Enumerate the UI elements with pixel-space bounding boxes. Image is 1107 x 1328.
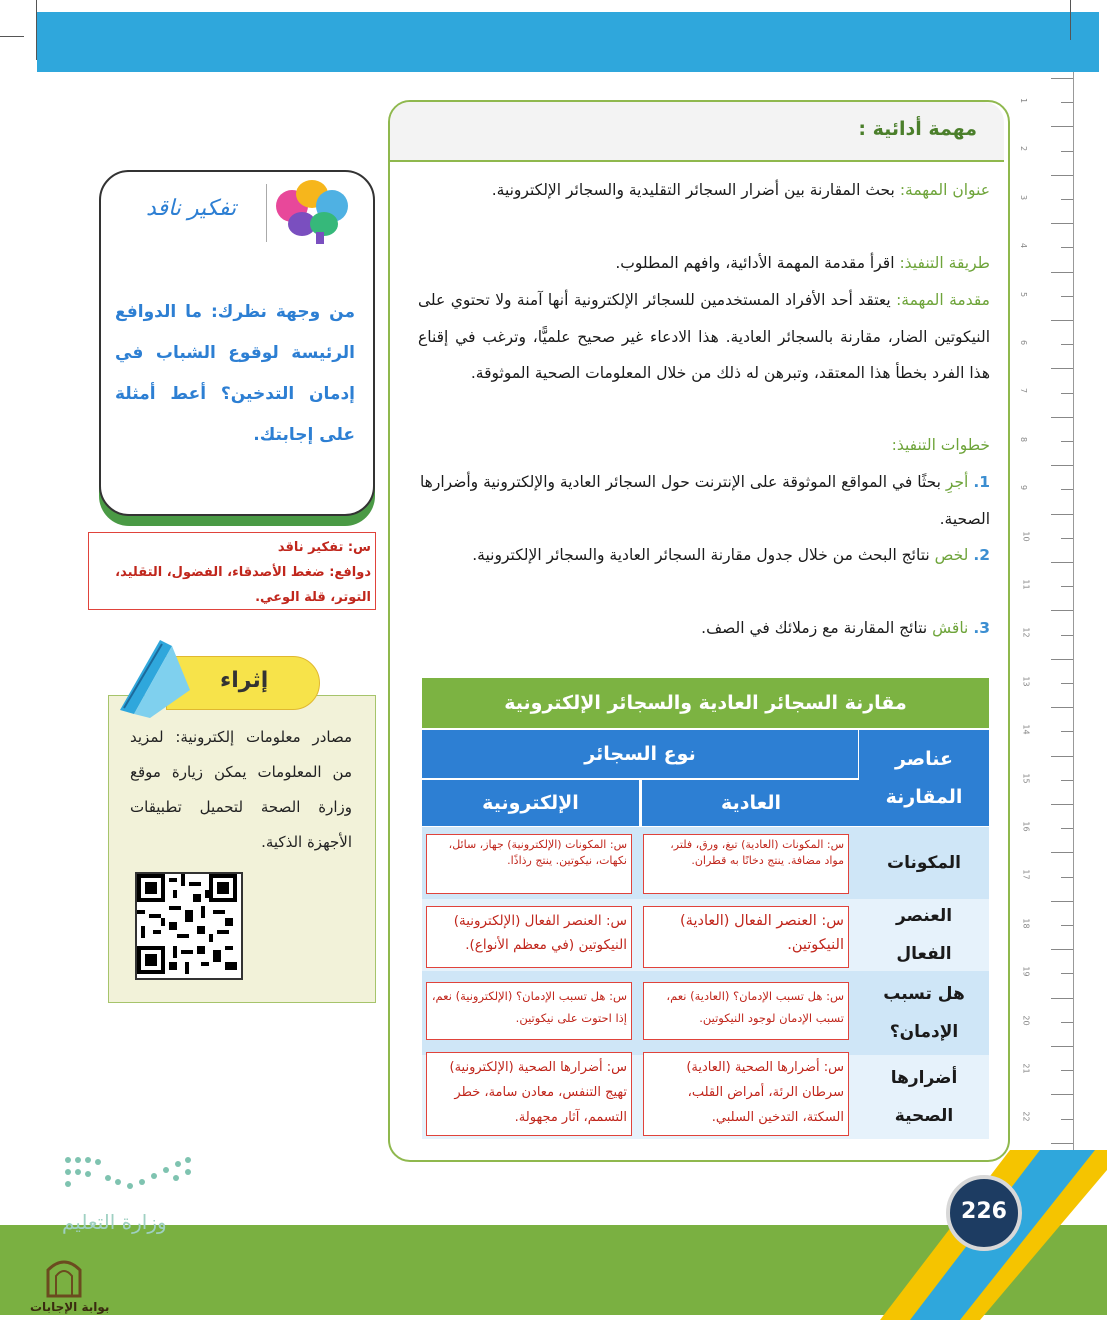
ruler-number: 22 xyxy=(1021,1111,1031,1122)
ruler-tick xyxy=(1061,973,1073,974)
answer-regular-active: س: العنصر الفعال (العادية) النيكوتين. xyxy=(643,906,849,968)
step-text: نتائج البحث من خلال جدول مقارنة السجائر العادية والسجائر الإلكترونية. xyxy=(472,546,930,564)
ruler-tick xyxy=(1051,465,1073,466)
ruler-number: 13 xyxy=(1021,676,1031,687)
ruler-tick xyxy=(1051,707,1073,708)
book-icon xyxy=(110,630,200,720)
task-title-label: عنوان المهمة: xyxy=(899,181,990,199)
ruler-tick xyxy=(1061,586,1073,587)
task-title-paragraph xyxy=(418,172,990,209)
task-intro-text: يعتقد أحد الأفراد المستخدمين للسجائر الإلكترونية أنها آمنة ولا تحتوي على النيكوتين الضار، مقارنة بالسجائر العادية. هذا الادعاء غير صحيح علميًّا، وترغب في إقناع هذا الفرد بخطأ هذا المعتقد، وتبرهن له ذلك من خلال المعلومات الصحية الموثوقة. xyxy=(418,291,990,382)
task-method-paragraph xyxy=(418,245,990,282)
ruler-number: 14 xyxy=(1021,724,1031,735)
ruler-tick xyxy=(1051,126,1073,127)
ruler-tick xyxy=(1061,296,1073,297)
task-header: مهمة أدائية : xyxy=(858,118,977,140)
ruler-tick xyxy=(1051,1094,1073,1095)
task-steps-heading xyxy=(418,427,990,464)
task-step xyxy=(418,464,990,537)
crop-mark xyxy=(1070,0,1071,40)
answer-line: التوتر، قلة الوعي. xyxy=(255,590,371,605)
ruler-number: 9 xyxy=(1019,485,1029,491)
divider xyxy=(266,184,267,242)
answer-electronic-addiction: س: هل تسبب الإدمان؟ (الإلكترونية) نعم، إذا احتوت على نيكوتين. xyxy=(426,982,632,1040)
answer-regular-addiction: س: هل تسبب الإدمان؟ (العادية) نعم، تسبب الإدمان لوجود النيكوتين. xyxy=(643,982,849,1040)
ruler-number: 11 xyxy=(1021,579,1031,590)
step-text: نتائج المقارنة مع زملائك في الصف. xyxy=(701,619,928,637)
ruler-tick xyxy=(1051,1143,1073,1144)
task-intro-label: مقدمة المهمة: xyxy=(896,291,990,309)
ruler-tick xyxy=(1051,852,1073,853)
ruler-number: 2 xyxy=(1019,146,1029,152)
side-ruler xyxy=(1017,72,1107,1182)
qr-code-icon[interactable] xyxy=(135,872,243,980)
step-verb: ناقش xyxy=(932,619,969,637)
ruler-tick xyxy=(1051,417,1073,418)
ruler-tick xyxy=(1051,272,1073,273)
ruler-tick xyxy=(1051,368,1073,369)
ruler-tick xyxy=(1051,223,1073,224)
critical-thinking-title: تفكير ناقد xyxy=(146,196,237,221)
ruler-tick xyxy=(1061,635,1073,636)
ruler-tick xyxy=(1051,659,1073,660)
ruler-number: 19 xyxy=(1021,966,1031,977)
ruler-number: 17 xyxy=(1021,869,1031,880)
ruler-tick xyxy=(1051,562,1073,563)
step-number: 2. xyxy=(973,546,990,564)
ruler-tick xyxy=(1051,610,1073,611)
ruler-tick xyxy=(1061,489,1073,490)
step-number: 3. xyxy=(973,619,990,637)
ruler-tick xyxy=(1061,683,1073,684)
ruler-tick xyxy=(1061,731,1073,732)
step-verb: لخص xyxy=(934,546,969,564)
ruler-tick xyxy=(1061,780,1073,781)
ruler-number: 3 xyxy=(1019,194,1029,200)
ruler-number: 5 xyxy=(1019,291,1029,297)
ruler-number: 12 xyxy=(1021,627,1031,638)
crop-mark xyxy=(36,0,37,60)
ruler-tick xyxy=(1051,1046,1073,1047)
ruler-tick xyxy=(1061,102,1073,103)
brain-icon xyxy=(272,176,352,246)
ruler-number: 15 xyxy=(1021,773,1031,784)
answer-line: س: تفكير ناقد xyxy=(277,540,371,555)
page-number: 226 xyxy=(946,1175,1022,1251)
ruler-tick xyxy=(1051,514,1073,515)
critical-thinking-question: من وجهة نظرك: ما الدوافع الرئيسة لوقوع الشباب في إدمان التدخين؟ أعط أمثلة على إجابتك. xyxy=(115,302,355,445)
task-step xyxy=(418,610,990,647)
ruler-number: 4 xyxy=(1019,243,1029,249)
step-verb: أجرِ xyxy=(945,473,969,491)
row-label-addiction: هل تسبب الإدمان؟ xyxy=(883,984,965,1042)
ruler-number: 8 xyxy=(1019,436,1029,442)
ruler-tick xyxy=(1051,320,1073,321)
row-label-active: العنصر الفعال xyxy=(895,906,953,964)
answer-electronic-harm: س: أضرارها الصحية (الإلكترونية) تهيج التنفس، معادن سامة، خطر التسمم، آثار مجهولة. xyxy=(426,1052,632,1136)
ruler-tick xyxy=(1061,199,1073,200)
ruler-tick xyxy=(1061,1070,1073,1071)
task-method-label: طريقة التنفيذ: xyxy=(899,254,990,272)
step-text: بحثًا في المواقع الموثوقة على الإنترنت حول السجائر العادية والإلكترونية وأضرارها الصحية. xyxy=(419,473,990,528)
ruler-number: 7 xyxy=(1019,388,1029,394)
ruler-tick xyxy=(1061,344,1073,345)
task-method-text: اقرأ مقدمة المهمة الأدائية، وافهم المطلوب. xyxy=(615,254,895,272)
ruler-tick xyxy=(1061,151,1073,152)
elements-header: عناصر المقارنة xyxy=(859,730,989,826)
type-header: نوع السجائر xyxy=(422,730,858,780)
watermark-text: بوابة الإجابات xyxy=(30,1300,110,1314)
ruler-tick xyxy=(1061,247,1073,248)
task-step xyxy=(418,537,990,574)
ruler-tick xyxy=(1051,756,1073,757)
ruler-tick xyxy=(1061,1119,1073,1120)
answer-line: دوافع: ضغط الأصدقاء، الفضول، التقليد، xyxy=(115,565,371,580)
critical-thinking-answer xyxy=(88,532,376,610)
task-title-text: بحث المقارنة بين أضرار السجائر التقليدية والسجائر الإلكترونية. xyxy=(491,181,895,199)
ruler-tick xyxy=(1061,441,1073,442)
row-label-harm: أضرارها الصحية xyxy=(890,1068,958,1126)
ruler-tick xyxy=(1051,998,1073,999)
answer-electronic-components: س: المكونات (الإلكترونية) جهاز، سائل، نكهات، نيكوتين. ينتج رذاذًا. xyxy=(426,834,632,894)
enrichment-title: إثراء xyxy=(220,668,269,693)
electronic-header: الإلكترونية xyxy=(422,780,639,826)
task-steps-label: خطوات التنفيذ: xyxy=(891,436,990,454)
ruler-number: 16 xyxy=(1021,821,1031,832)
ruler-number: 10 xyxy=(1021,531,1031,542)
ruler-tick xyxy=(1061,393,1073,394)
ruler-number: 21 xyxy=(1021,1063,1031,1074)
ruler-tick xyxy=(1061,925,1073,926)
ruler-tick xyxy=(1051,78,1073,79)
ruler-number: 20 xyxy=(1021,1015,1031,1026)
table-title: مقارنة السجائر العادية والسجائر الإلكترونية xyxy=(422,678,989,728)
answer-regular-harm: س: أضرارها الصحية (العادية) سرطان الرئة، أمراض القلب، السكتة، التدخين السلبي. xyxy=(643,1052,849,1136)
ruler-number: 6 xyxy=(1019,339,1029,346)
ruler-tick xyxy=(1061,828,1073,829)
ruler-number: 1 xyxy=(1019,97,1029,104)
ruler-tick xyxy=(1051,175,1073,176)
task-intro-paragraph xyxy=(418,282,990,392)
ruler-tick xyxy=(1051,949,1073,950)
regular-header: العادية xyxy=(640,780,860,826)
crop-mark xyxy=(0,36,24,37)
ministry-name: وزارة التعليم xyxy=(62,1210,167,1234)
answer-electronic-active: س: العنصر الفعال (الإلكترونية) النيكوتين (في معظم الأنواع). xyxy=(426,906,632,968)
ruler-number: 18 xyxy=(1021,918,1031,929)
enrichment-text: مصادر معلومات إلكترونية: لمزيد من المعلومات يمكن زيارة موقع وزارة الصحة لتحميل تطبيقات الأجهزة الذكية. xyxy=(130,728,352,851)
ruler-tick xyxy=(1061,1022,1073,1023)
ministry-logo-icon xyxy=(60,1152,200,1202)
top-banner xyxy=(37,12,1099,72)
ruler-tick xyxy=(1051,901,1073,902)
step-number: 1. xyxy=(973,473,990,491)
ruler-tick xyxy=(1061,877,1073,878)
row-label-components: المكونات xyxy=(887,853,962,873)
watermark-logo-icon xyxy=(44,1252,84,1298)
ruler-tick xyxy=(1051,804,1073,805)
answer-regular-components: س: المكونات (العادية) تبغ، ورق، فلتر، مواد مضافة. ينتج دخانًا به قطران. xyxy=(643,834,849,894)
ruler-tick xyxy=(1061,538,1073,539)
